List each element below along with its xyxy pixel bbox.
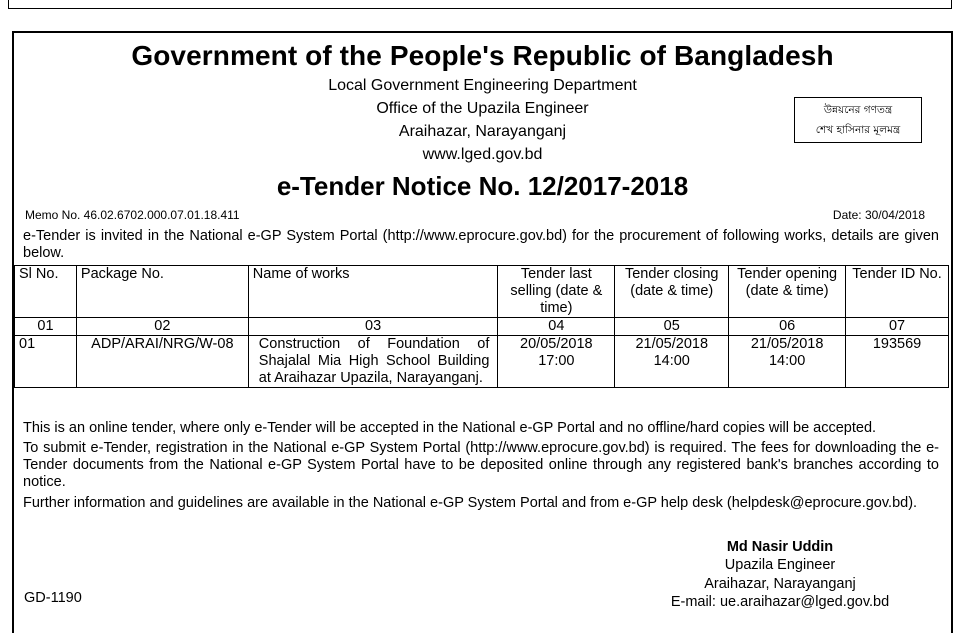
col-header-tender-id: Tender ID No. (846, 266, 949, 318)
opening-date: 21/05/2018 (750, 336, 824, 352)
slogan-line-2: শেখ হাসিনার মূলমন্ত্র (815, 124, 901, 136)
cell-work-name: Construction of Foundation of Shajalal Mia High School Building at Araihazar Upazila, Narayanganj. (248, 336, 498, 388)
signatory-name: Md Nasir Uddin (726, 539, 834, 555)
col-number: 03 (248, 318, 498, 336)
government-title: Government of the People's Republic of Bangladesh (131, 40, 834, 71)
cell-closing (615, 336, 729, 388)
notice-title: e-Tender Notice No. 12/2017-2018 (276, 171, 689, 201)
slogan-box (794, 97, 922, 143)
notice-date: Date: 30/04/2018 (832, 208, 925, 222)
col-header-closing: Tender closing (date & time) (615, 266, 729, 318)
closing-time: 14:00 (653, 353, 690, 369)
works-table (14, 265, 949, 388)
col-header-sl: Sl No. (15, 266, 77, 318)
department-name: Local Government Engineering Department (328, 77, 637, 94)
closing-date: 21/05/2018 (635, 336, 709, 352)
table-row (15, 336, 949, 388)
cell-opening (729, 336, 846, 388)
previous-notice-border (8, 0, 952, 9)
website-link[interactable]: www.lged.gov.bd (422, 146, 543, 163)
col-number: 01 (15, 318, 77, 336)
cell-tender-id: 193569 (846, 336, 949, 388)
col-header-package: Package No. (76, 266, 248, 318)
cell-sl: 01 (15, 336, 77, 388)
col-number: 04 (498, 318, 615, 336)
office-name: Office of the Upazila Engineer (376, 100, 589, 117)
col-number: 05 (615, 318, 729, 336)
table-header-row (15, 266, 949, 318)
intro-text: e-Tender is invited in the National e-GP System Portal (http://www.eprocure.gov.bd) for the procurement of following works, details are given below. (23, 228, 939, 261)
selling-date: 20/05/2018 (520, 336, 593, 352)
registration-paragraph: To submit e-Tender, registration in the National e-GP System Portal (http://www.eprocure.gov.bd) is required. The fees for downloading the e-Tender documents from the National e-GP System Portal have to be deposited online through any registered bank's branches according to notice. (23, 440, 939, 490)
opening-time: 14:00 (768, 353, 806, 369)
table-number-row (15, 318, 949, 336)
slogan-line-1: উন্নয়নের গণতন্ত্র (823, 104, 893, 116)
col-header-name: Name of works (248, 266, 498, 318)
col-number: 07 (846, 318, 949, 336)
cell-selling (498, 336, 615, 388)
cell-package: ADP/ARAI/NRG/W-08 (76, 336, 248, 388)
office-location: Araihazar, Narayanganj (398, 123, 567, 140)
signatory-email[interactable]: E-mail: ue.araihazar@lged.gov.bd (670, 594, 890, 610)
col-header-selling: Tender last selling (date & time) (498, 266, 615, 318)
col-number: 02 (76, 318, 248, 336)
col-number: 06 (729, 318, 846, 336)
online-tender-paragraph: This is an online tender, where only e-Tender will be accepted in the National e-GP Portal and no offline/hard copies will be accepted. (23, 420, 877, 436)
signatory-designation: Upazila Engineer (724, 557, 836, 573)
signatory-location: Araihazar, Narayanganj (704, 576, 856, 592)
gd-code: GD-1190 (24, 590, 82, 606)
further-info-paragraph: Further information and guidelines are available in the National e-GP System Portal and from e-GP help desk (helpdesk@eprocure.gov.bd). (23, 495, 918, 511)
col-header-opening: Tender opening (date & time) (729, 266, 846, 318)
memo-number: Memo No. 46.02.6702.000.07.01.18.411 (25, 208, 240, 222)
selling-time: 17:00 (538, 353, 575, 369)
